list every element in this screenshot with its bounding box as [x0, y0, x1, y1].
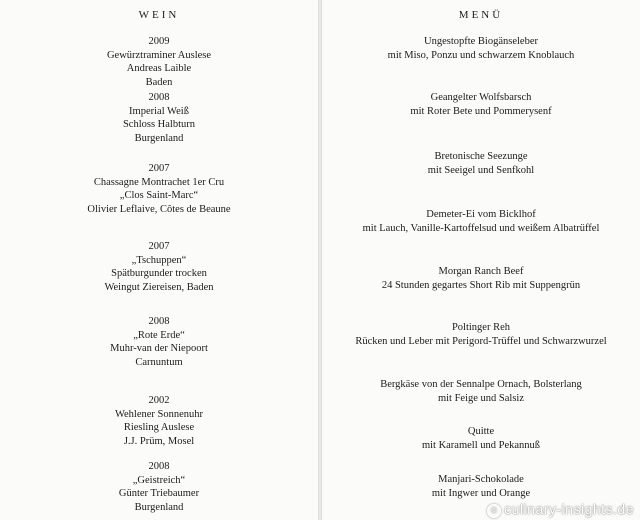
menu-course	[322, 150, 640, 177]
wine-line: Imperial Weiß	[129, 105, 189, 117]
course-title: Geangelter Wolfsbarsch	[430, 92, 532, 103]
course-description: mit Ingwer und Orange	[431, 487, 531, 499]
wine-page	[0, 0, 318, 520]
wine-line: „Tschuppen“	[131, 254, 187, 266]
watermark	[487, 501, 634, 518]
wine-item	[0, 162, 318, 216]
wine-line: „Clos Saint-Marc“	[119, 190, 199, 201]
menu-course	[322, 265, 640, 292]
course-description: mit Miso, Ponzu und schwarzem Knoblauch	[387, 49, 575, 61]
wine-year: 2008	[148, 316, 170, 327]
course-description: 24 Stunden gegartes Short Rib mit Suppengrün	[381, 279, 581, 291]
wine-item	[0, 35, 318, 89]
wine-item	[0, 394, 318, 448]
course-description: mit Seeigel und Senfkohl	[427, 164, 535, 176]
wine-line: Andreas Laible	[126, 63, 192, 74]
copyright-icon: ©	[487, 504, 501, 518]
course-title: Bretonische Seezunge	[434, 151, 528, 162]
wine-year: 2002	[148, 395, 170, 406]
menu-course	[322, 321, 640, 348]
course-title: Ungestopfte Biogänseleber	[423, 36, 538, 47]
wine-line: Burgenland	[134, 501, 184, 513]
menu-course	[322, 425, 640, 452]
course-title: Demeter-Ei vom Bicklhof	[426, 209, 536, 220]
wine-line: Riesling Auslese	[123, 422, 195, 433]
wine-item	[0, 240, 318, 294]
course-title: Poltinger Reh	[451, 322, 511, 333]
menu-course	[322, 208, 640, 235]
wine-line: Wehlener Sonnenuhr	[114, 408, 204, 420]
wine-year: 2009	[148, 36, 170, 47]
wine-line: Baden	[145, 76, 173, 88]
course-title: Manjari-Schokolade	[438, 474, 524, 485]
watermark-text: culinary-insights.de	[504, 501, 634, 517]
wine-line: „Geistreich“	[132, 474, 186, 486]
wine-year: 2007	[148, 241, 170, 252]
wine-line: Burgenland	[134, 132, 184, 144]
menu-page	[322, 0, 640, 520]
menu-course	[322, 35, 640, 62]
wine-line: Schloss Halbturn	[122, 119, 196, 130]
wine-item	[0, 460, 318, 514]
menu-course	[322, 378, 640, 405]
course-description: Rücken und Leber mit Perigord-Trüffel und Schwarzwurzel	[355, 335, 607, 347]
menu-course	[322, 473, 640, 500]
wine-year: 2008	[148, 461, 170, 472]
wine-item	[0, 315, 318, 369]
wine-line: Chassagne Montrachet 1er Cru	[93, 176, 225, 188]
wine-line: J.J. Prüm, Mosel	[123, 435, 195, 447]
course-description: mit Roter Bete und Pommerysenf	[410, 105, 552, 117]
course-description: mit Feige und Salsiz	[437, 392, 525, 404]
course-title: Morgan Ranch Beef	[438, 266, 524, 277]
course-description: mit Karamell und Pekannuß	[421, 439, 541, 451]
wine-line: Muhr-van der Niepoort	[110, 343, 208, 354]
wine-line: Gewürztraminer Auslese	[106, 49, 212, 61]
course-title: Bergkäse von der Sennalpe Ornach, Bolsterlang	[380, 379, 582, 390]
menu-heading: MENÜ	[458, 9, 504, 21]
wine-year: 2008	[148, 92, 170, 103]
wine-line: Carnuntum	[135, 356, 183, 368]
wine-line: Weingut Ziereisen, Baden	[104, 281, 214, 293]
wine-item	[0, 91, 318, 145]
menu-course	[322, 91, 640, 118]
wine-year: 2007	[148, 163, 170, 174]
wine-line: Günter Triebaumer	[118, 488, 200, 499]
wine-line: „Rote Erde“	[133, 329, 185, 341]
wine-line: Olivier Leflaive, Côtes de Beaune	[87, 203, 231, 215]
wine-line: Spätburgunder trocken	[111, 268, 207, 279]
course-title: Quitte	[467, 426, 495, 437]
wine-heading: WEIN	[138, 9, 180, 21]
course-description: mit Lauch, Vanille-Kartoffelsud und weißem Albatrüffel	[362, 222, 600, 234]
